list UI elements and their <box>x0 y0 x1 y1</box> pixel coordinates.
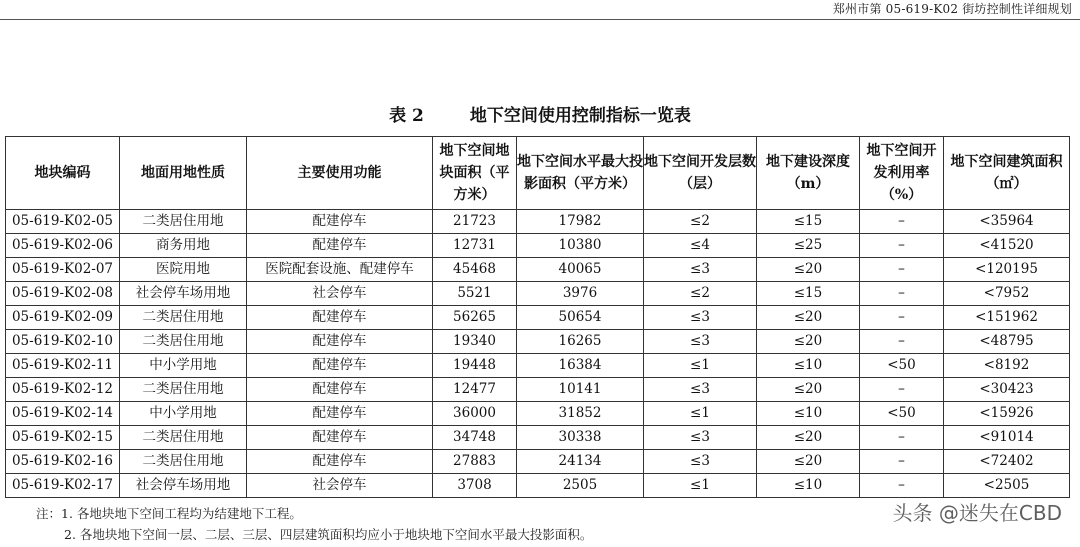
table-cell: 商务用地 <box>120 234 247 258</box>
table-cell: 05-619-K02-14 <box>6 402 120 426</box>
table-cell: ≤20 <box>757 258 860 282</box>
table-cell: 05-619-K02-12 <box>6 378 120 402</box>
column-header: 地块编码 <box>6 137 120 210</box>
table-number: 表 2 <box>389 106 424 126</box>
table-cell: 19340 <box>433 330 517 354</box>
table-cell: ≤3 <box>644 450 757 474</box>
notes <box>36 503 592 545</box>
table-cell: 05-619-K02-11 <box>6 354 120 378</box>
column-header: 地下空间水平最大投影面积（平方米） <box>517 137 644 210</box>
table-cell: 2505 <box>517 474 644 498</box>
column-header: 地下空间开发层数（层） <box>644 137 757 210</box>
table-cell: <151962 <box>944 306 1070 330</box>
table-cell: <35964 <box>944 210 1070 234</box>
table-cell: 社会停车场用地 <box>120 282 247 306</box>
table-cell: – <box>860 210 944 234</box>
column-header: 地下空间建筑面积（㎡） <box>944 137 1070 210</box>
table-cell: 配建停车 <box>247 210 433 234</box>
table-cell: <50 <box>860 354 944 378</box>
table-cell: <48795 <box>944 330 1070 354</box>
table-cell: 配建停车 <box>247 234 433 258</box>
table-cell: <91014 <box>944 426 1070 450</box>
table-cell: 05-619-K02-06 <box>6 234 120 258</box>
table-row <box>6 258 1070 282</box>
table-cell: 56265 <box>433 306 517 330</box>
table-cell: <50 <box>860 402 944 426</box>
table-cell: <30423 <box>944 378 1070 402</box>
table-cell: 30338 <box>517 426 644 450</box>
table-cell: 12477 <box>433 378 517 402</box>
table-cell: <72402 <box>944 450 1070 474</box>
table-cell: 27883 <box>433 450 517 474</box>
table-cell: ≤10 <box>757 402 860 426</box>
table-row <box>6 402 1070 426</box>
table-cell: 21723 <box>433 210 517 234</box>
note-2: 2. 各地块地下空间一层、二层、三层、四层建筑面积均应小于地块地下空间水平最大投影面积。 <box>64 527 593 542</box>
column-header: 地面用地性质 <box>120 137 247 210</box>
table-cell: 医院配套设施、配建停车 <box>247 258 433 282</box>
table-cell: 16384 <box>517 354 644 378</box>
column-header: 地下建设深度（m） <box>757 137 860 210</box>
column-header: 地下空间地块面积（平方米） <box>433 137 517 210</box>
table-cell: 二类居住用地 <box>120 378 247 402</box>
table-cell: 社会停车场用地 <box>120 474 247 498</box>
table-cell: 配建停车 <box>247 402 433 426</box>
control-index-table <box>5 136 1070 498</box>
table-row <box>6 282 1070 306</box>
table-cell: <120195 <box>944 258 1070 282</box>
table-cell: – <box>860 258 944 282</box>
table-cell: ≤2 <box>644 210 757 234</box>
table-cell: 配建停车 <box>247 378 433 402</box>
running-header: 郑州市第 05-619-K02 街坊控制性详细规划 <box>832 2 1072 16</box>
table-cell: ≤20 <box>757 450 860 474</box>
table-cell: 16265 <box>517 330 644 354</box>
table-cell: – <box>860 306 944 330</box>
note-1: 注：1. 各地块地下空间工程均为结建地下工程。 <box>36 506 302 521</box>
table-cell: ≤1 <box>644 354 757 378</box>
table-cell: 10380 <box>517 234 644 258</box>
table-cell: 17982 <box>517 210 644 234</box>
table-cell: 05-619-K02-17 <box>6 474 120 498</box>
table-cell: 05-619-K02-07 <box>6 258 120 282</box>
table-body <box>6 210 1070 498</box>
table-cell: – <box>860 378 944 402</box>
table-cell: ≤15 <box>757 282 860 306</box>
table-cell: 3708 <box>433 474 517 498</box>
table-cell: <8192 <box>944 354 1070 378</box>
table-cell: ≤3 <box>644 306 757 330</box>
table-row <box>6 474 1070 498</box>
table-cell: 45468 <box>433 258 517 282</box>
table-cell: 50654 <box>517 306 644 330</box>
table-cell: ≤20 <box>757 426 860 450</box>
table-cell: ≤20 <box>757 306 860 330</box>
table-cell: 19448 <box>433 354 517 378</box>
table-cell: ≤20 <box>757 378 860 402</box>
table-cell: 医院用地 <box>120 258 247 282</box>
column-header: 主要使用功能 <box>247 137 433 210</box>
table-row <box>6 234 1070 258</box>
table-cell: ≤3 <box>644 330 757 354</box>
table-cell: ≤4 <box>644 234 757 258</box>
table-cell: 社会停车 <box>247 282 433 306</box>
table-cell: ≤25 <box>757 234 860 258</box>
table-cell: ≤3 <box>644 378 757 402</box>
table-cell: 3976 <box>517 282 644 306</box>
table-cell: 24134 <box>517 450 644 474</box>
table-cell: <15926 <box>944 402 1070 426</box>
table-cell: 二类居住用地 <box>120 426 247 450</box>
table-row <box>6 330 1070 354</box>
table-cell: ≤1 <box>644 402 757 426</box>
column-header: 地下空间开发利用率（%） <box>860 137 944 210</box>
table-cell: ≤3 <box>644 258 757 282</box>
table-title <box>0 101 1080 126</box>
table-cell: 12731 <box>433 234 517 258</box>
table-cell: 配建停车 <box>247 354 433 378</box>
table-cell: 05-619-K02-15 <box>6 426 120 450</box>
table-row <box>6 426 1070 450</box>
table-cell: 05-619-K02-08 <box>6 282 120 306</box>
table-cell: – <box>860 234 944 258</box>
table-cell: 二类居住用地 <box>120 450 247 474</box>
table-cell: 中小学用地 <box>120 354 247 378</box>
table-cell: ≤15 <box>757 210 860 234</box>
header-rule <box>0 19 1080 20</box>
table-cell: 05-619-K02-05 <box>6 210 120 234</box>
header-row <box>6 137 1070 210</box>
table-title-text: 地下空间使用控制指标一览表 <box>469 106 691 126</box>
table-cell: 配建停车 <box>247 426 433 450</box>
table-cell: <7952 <box>944 282 1070 306</box>
table-row <box>6 450 1070 474</box>
table-row <box>6 306 1070 330</box>
table-cell: – <box>860 330 944 354</box>
table-cell: – <box>860 450 944 474</box>
table-cell: <41520 <box>944 234 1070 258</box>
table-cell: 配建停车 <box>247 306 433 330</box>
table-cell: ≤3 <box>644 426 757 450</box>
table-cell: <2505 <box>944 474 1070 498</box>
table-cell: 二类居住用地 <box>120 306 247 330</box>
table-cell: ≤20 <box>757 330 860 354</box>
table-cell: 中小学用地 <box>120 402 247 426</box>
table-cell: – <box>860 426 944 450</box>
table-cell: ≤1 <box>644 474 757 498</box>
table-row <box>6 354 1070 378</box>
table-cell: 05-619-K02-16 <box>6 450 120 474</box>
table-cell: ≤10 <box>757 474 860 498</box>
table-row <box>6 210 1070 234</box>
table-cell: 10141 <box>517 378 644 402</box>
table-cell: 配建停车 <box>247 450 433 474</box>
table-cell: ≤2 <box>644 282 757 306</box>
table-cell: – <box>860 474 944 498</box>
table-row <box>6 378 1070 402</box>
table-cell: 5521 <box>433 282 517 306</box>
table-cell: 05-619-K02-09 <box>6 306 120 330</box>
table-cell: 31852 <box>517 402 644 426</box>
table-cell: 社会停车 <box>247 474 433 498</box>
table-cell: 36000 <box>433 402 517 426</box>
table-cell: 二类居住用地 <box>120 210 247 234</box>
table-cell: 40065 <box>517 258 644 282</box>
table-cell: – <box>860 282 944 306</box>
table-cell: 05-619-K02-10 <box>6 330 120 354</box>
table-cell: 配建停车 <box>247 330 433 354</box>
table-cell: 二类居住用地 <box>120 330 247 354</box>
watermark: 头条 @迷失在CBD <box>892 501 1062 525</box>
table-cell: ≤10 <box>757 354 860 378</box>
table-cell: 34748 <box>433 426 517 450</box>
